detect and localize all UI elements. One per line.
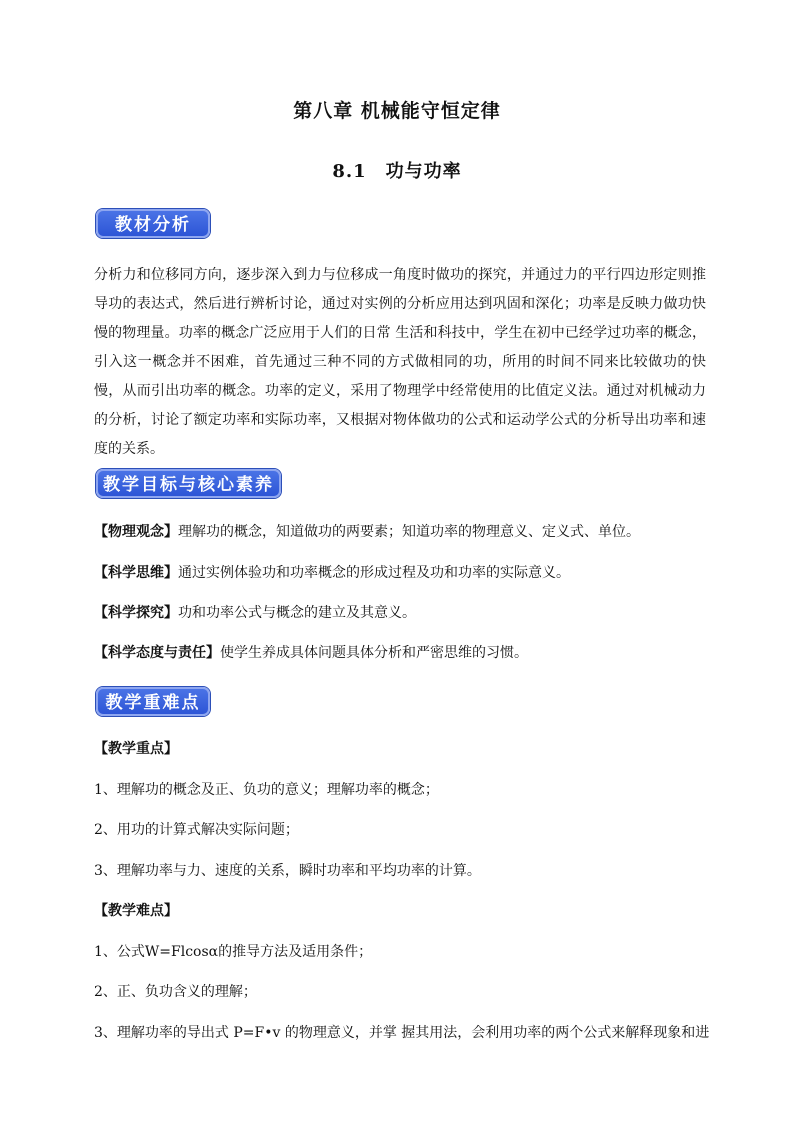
objective-text: 功和功率公式与概念的建立及其意义。: [178, 605, 416, 621]
objective-item: [94, 522, 714, 542]
chapter-title: 第八章 机械能守恒定律: [293, 100, 501, 122]
objective-item: [94, 643, 714, 663]
analysis-banner: 教材分析: [96, 209, 210, 238]
section-title: 8.1 功与功率: [332, 161, 462, 182]
key-point-item: 3、理解功率与力、速度的关系，瞬时功率和平均功率的计算。: [94, 863, 481, 879]
objective-text: 使学生养成具体问题具体分析和严密思维的习惯。: [220, 645, 528, 661]
keypoints-banner: 教学重难点: [96, 687, 210, 716]
difficulty-item: 3、理解功率的导出式 P=F•v 的物理意义，并掌 握其用法，会利用功率的两个公式来解释现象和进: [94, 1025, 710, 1041]
objective-item: [94, 563, 714, 583]
objective-label: 【科学态度与责任】: [94, 645, 220, 661]
difficulties-heading: 【教学难点】: [94, 903, 178, 919]
objective-text: 理解功的概念，知道做功的两要素；知道功率的物理意义、定义式、单位。: [178, 524, 640, 540]
key-points-heading: 【教学重点】: [94, 741, 178, 757]
key-point-item: 2、用功的计算式解决实际问题；: [94, 822, 299, 838]
objective-text: 通过实例体验功和功率概念的形成过程及功和功率的实际意义。: [178, 565, 570, 581]
analysis-paragraph: 分析力和位移同方向，逐步深入到力与位移成一角度时做功的探究，并通过力的平行四边形定则推导功的表达式，然后进行辨析讨论，通过对实例的分析应用达到巩固和深化；功率是反映力做功快慢的物理量。功率的概念广泛应用于人们的日常 生活和科技中，学生在初中已经学过功率的概念，引入这一概念并不困难，首先通过三种不同的方式做相同的功，所用的时间不同来比较做功的快慢，从而引出功率的概念。功率的定义，采用了物理学中经常使用的比值定义法。通过对机械动力的分析，讨论了额定功率和实际功率，又根据对物体做功的公式和运动学公式的分析导出功率和速度的关系。: [94, 267, 706, 457]
difficulty-item: 1、公式W=Flcosα的推导方法及适用条件；: [94, 944, 373, 960]
objective-item: [94, 603, 714, 623]
objective-label: 【科学探究】: [94, 605, 178, 621]
objective-label: 【物理观念】: [94, 524, 178, 540]
difficulty-item: 2、正、负功含义的理解；: [94, 984, 257, 1000]
objectives-banner: 教学目标与核心素养: [96, 469, 281, 498]
key-point-item: 1、理解功的概念及正、负功的意义；理解功率的概念；: [94, 782, 439, 798]
objective-label: 【科学思维】: [94, 565, 178, 581]
